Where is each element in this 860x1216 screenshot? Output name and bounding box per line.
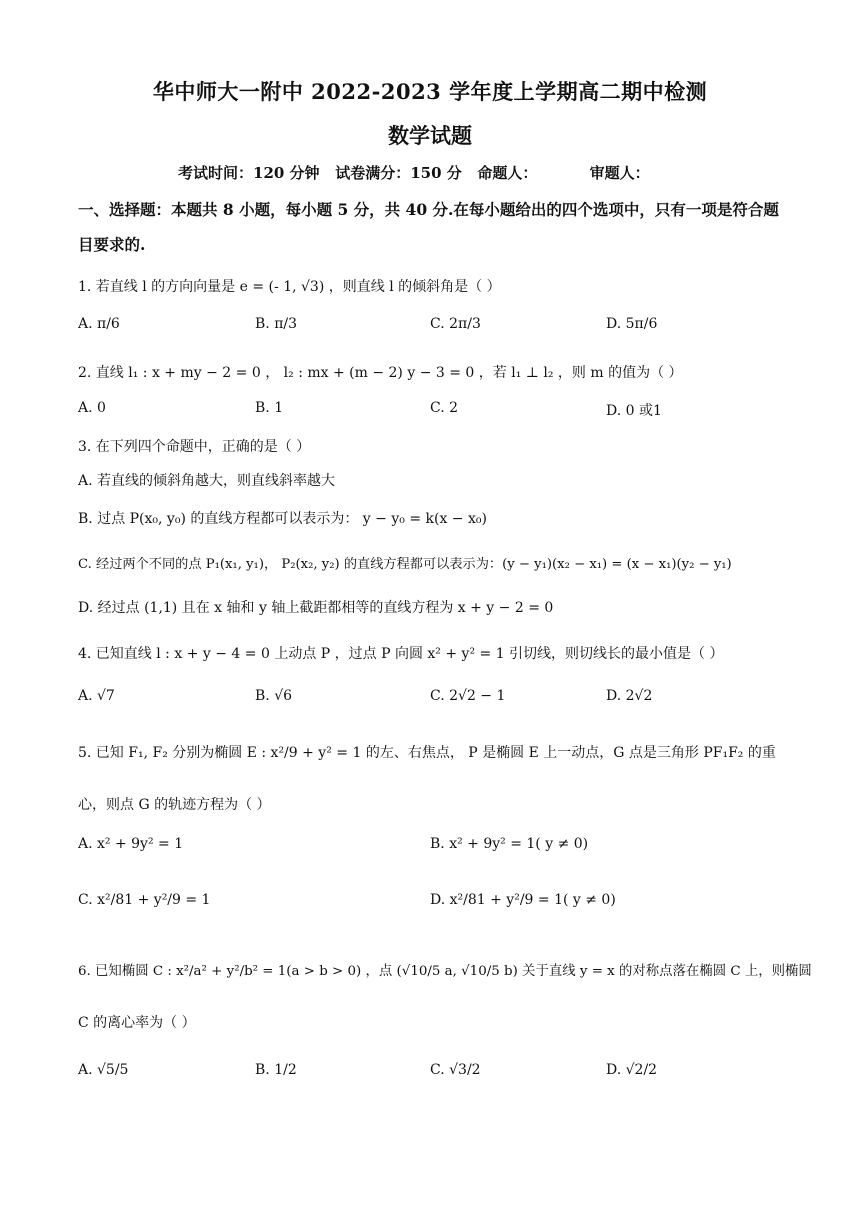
q1-option-d: D. 5π/6 (606, 316, 658, 332)
q4-option-a: A. √7 (78, 688, 115, 704)
q4-option-d: D. 2√2 (606, 688, 653, 704)
q4-option-c: C. 2√2 − 1 (430, 688, 506, 704)
question-3-stem: 3. 在下列四个命题中，正确的是（ ） (78, 439, 311, 455)
q6-option-a: A. √5/5 (78, 1062, 129, 1078)
exam-subtitle: 数学试题 (388, 123, 472, 148)
question-1-stem: 1. 若直线 l 的方向向量是 e = (- 1, √3) ，则直线 l 的倾斜角是（ ） (78, 279, 501, 295)
q2-option-a: A. 0 (78, 400, 106, 416)
q3-option-c: C. 经过两个不同的点 P₁(x₁, y₁)， P₂(x₂, y₂) 的直线方程都可以表示为：(y − y₁)(x₂ − x₁) = (x − x₁)(y₂ − y₁) (78, 557, 732, 572)
q6-option-b: B. 1/2 (255, 1062, 297, 1078)
exam-title: 华中师大一附中 2022-2023 学年度上学期高二期中检测 (152, 79, 708, 104)
q2-option-d: D. 0 或1 (606, 403, 662, 419)
q3-option-d: D. 经过点 (1,1) 且在 x 轴和 y 轴上截距都相等的直线方程为 x + y − 2 = 0 (78, 600, 554, 616)
q5-option-a: A. x² + 9y² = 1 (78, 836, 184, 852)
question-2-stem: 2. 直线 l₁ : x + my − 2 = 0 ， l₂ : mx + (m − 2) y − 3 = 0 ，若 l₁ ⊥ l₂ ，则 m 的值为（ ） (78, 365, 683, 381)
q6-option-d: D. √2/2 (606, 1062, 658, 1078)
question-4-stem: 4. 已知直线 l : x + y − 4 = 0 上动点 P ，过点 P 向圆 x² + y² = 1 引切线，则切线长的最小值是（ ） (78, 646, 724, 662)
q3-option-b: B. 过点 P(x₀, y₀) 的直线方程都可以表示为： y − y₀ = k(x − x₀) (78, 511, 487, 527)
q1-option-c: C. 2π/3 (430, 316, 481, 332)
q1-option-a: A. π/6 (78, 316, 120, 332)
question-6-stem-line1: 6. 已知椭圆 C : x²/a² + y²/b² = 1(a > b > 0) ，点 (√10/5 a, √10/5 b) 关于直线 y = x 的对称点落在椭圆 C 上，则椭圆 (78, 964, 812, 979)
q5-option-b: B. x² + 9y² = 1( y ≠ 0) (430, 836, 589, 852)
q6-option-c: C. √3/2 (430, 1062, 481, 1078)
q3-option-a: A. 若直线的倾斜角越大，则直线斜率越大 (78, 473, 336, 489)
q1-option-b: B. π/3 (255, 316, 298, 332)
q4-option-b: B. √6 (255, 688, 293, 704)
q5-option-c: C. x²/81 + y²/9 = 1 (78, 892, 211, 908)
q5-option-d: D. x²/81 + y²/9 = 1( y ≠ 0) (430, 892, 616, 908)
question-5-stem-line1: 5. 已知 F₁, F₂ 分别为椭圆 E : x²/9 + y² = 1 的左、右焦点， P 是椭圆 E 上一动点，G 点是三角形 PF₁F₂ 的重 (78, 745, 776, 761)
section-heading: 一、选择题：本题共 8 小题，每小题 5 分，共 40 分.在每小题给出的四个选项中，只有一项是符合题目要求的. (78, 200, 779, 254)
question-5-stem-line2: 心，则点 G 的轨迹方程为（ ） (78, 797, 271, 813)
question-6-stem-line2: C 的离心率为（ ） (78, 1015, 196, 1031)
q2-option-b: B. 1 (255, 400, 284, 416)
exam-meta: 考试时间：120 分钟 试卷满分：150 分 命题人： 审题人： (178, 164, 650, 182)
q2-option-c: C. 2 (430, 400, 459, 416)
